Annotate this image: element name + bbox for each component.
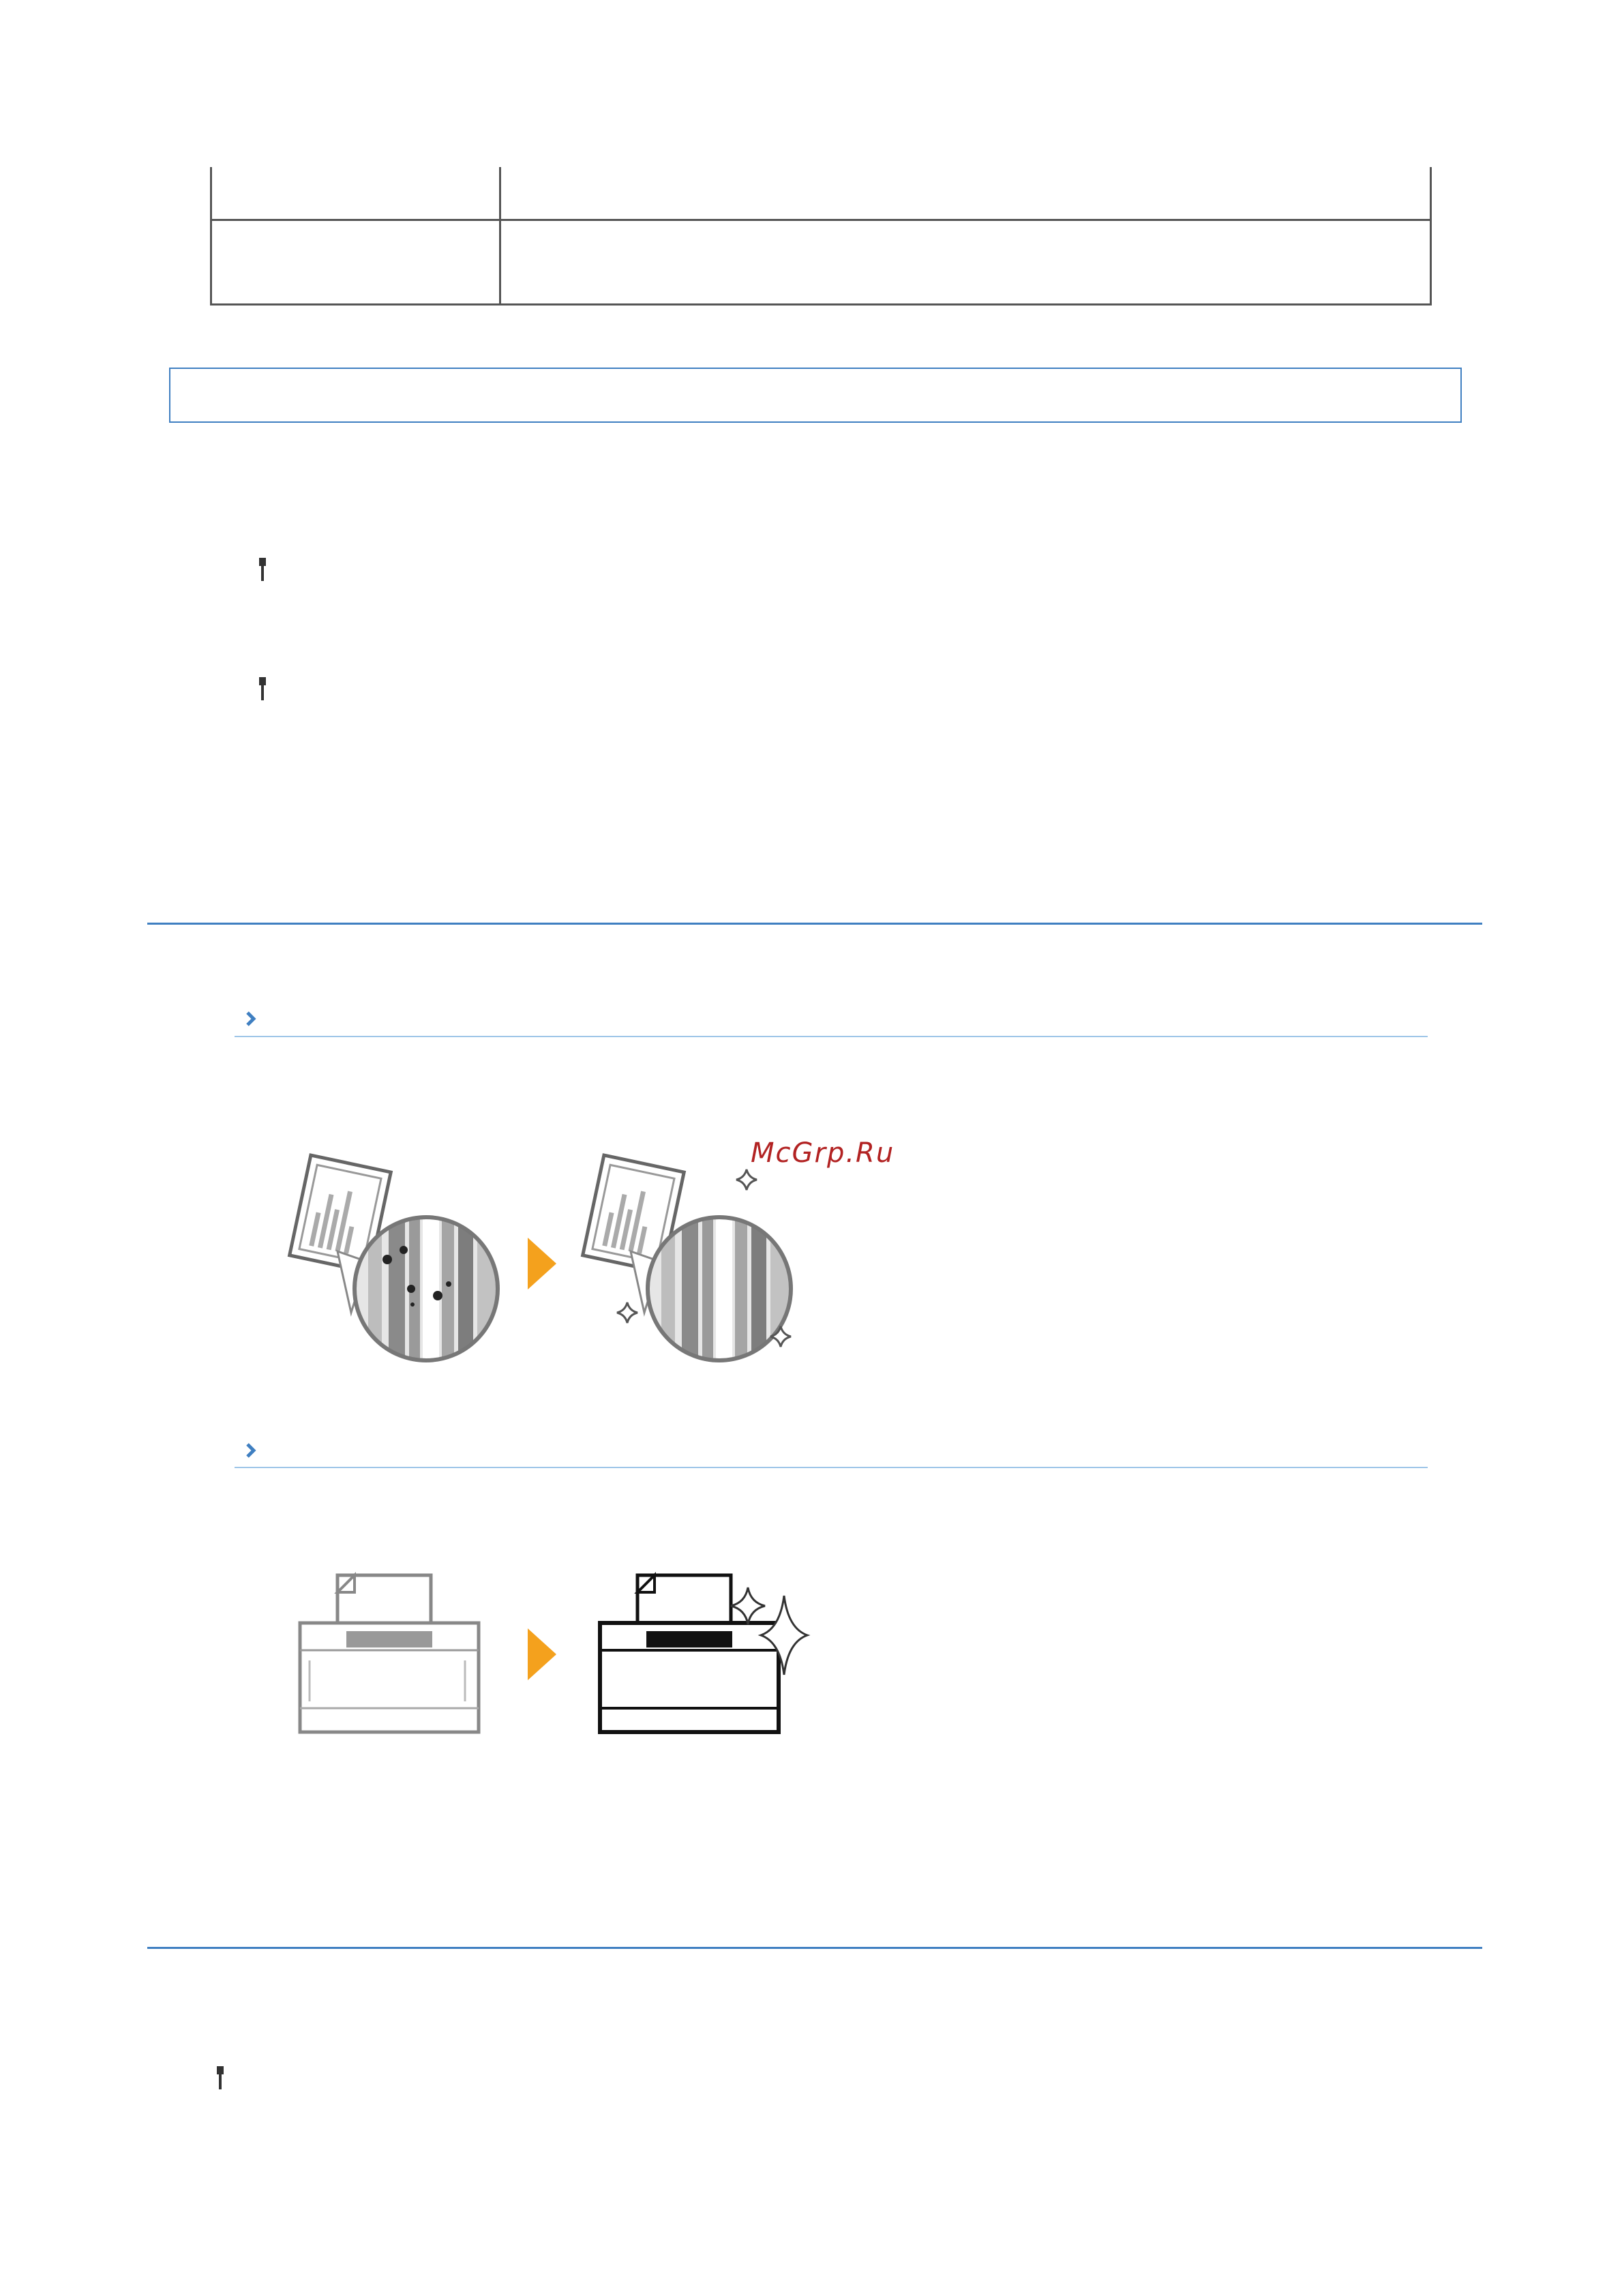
table-right-border xyxy=(1430,167,1432,305)
pin-icon xyxy=(258,558,267,581)
section-divider xyxy=(147,923,1482,925)
table-row-divider xyxy=(210,219,1432,221)
watermark-text: McGrp.Ru xyxy=(751,1137,895,1169)
table-left-border xyxy=(210,167,212,305)
section-divider xyxy=(147,1947,1482,1949)
triangle-arrow-icon xyxy=(528,1238,556,1289)
clean-printer-illustration xyxy=(595,1568,813,1739)
spec-table xyxy=(210,167,1432,305)
subsection-divider xyxy=(235,1036,1428,1037)
pin-icon xyxy=(258,677,267,700)
chevron-right-icon xyxy=(244,1442,258,1459)
subsection-divider xyxy=(235,1467,1428,1468)
chevron-right-icon xyxy=(244,1010,258,1028)
triangle-arrow-icon xyxy=(528,1628,556,1680)
note-box xyxy=(169,368,1462,423)
dirty-print-illustration xyxy=(286,1149,511,1367)
table-bottom-border xyxy=(210,303,1432,305)
pin-icon xyxy=(215,2066,225,2089)
dirty-printer-illustration xyxy=(295,1568,484,1736)
table-column-divider xyxy=(499,167,501,305)
clean-print-illustration xyxy=(580,1149,811,1367)
